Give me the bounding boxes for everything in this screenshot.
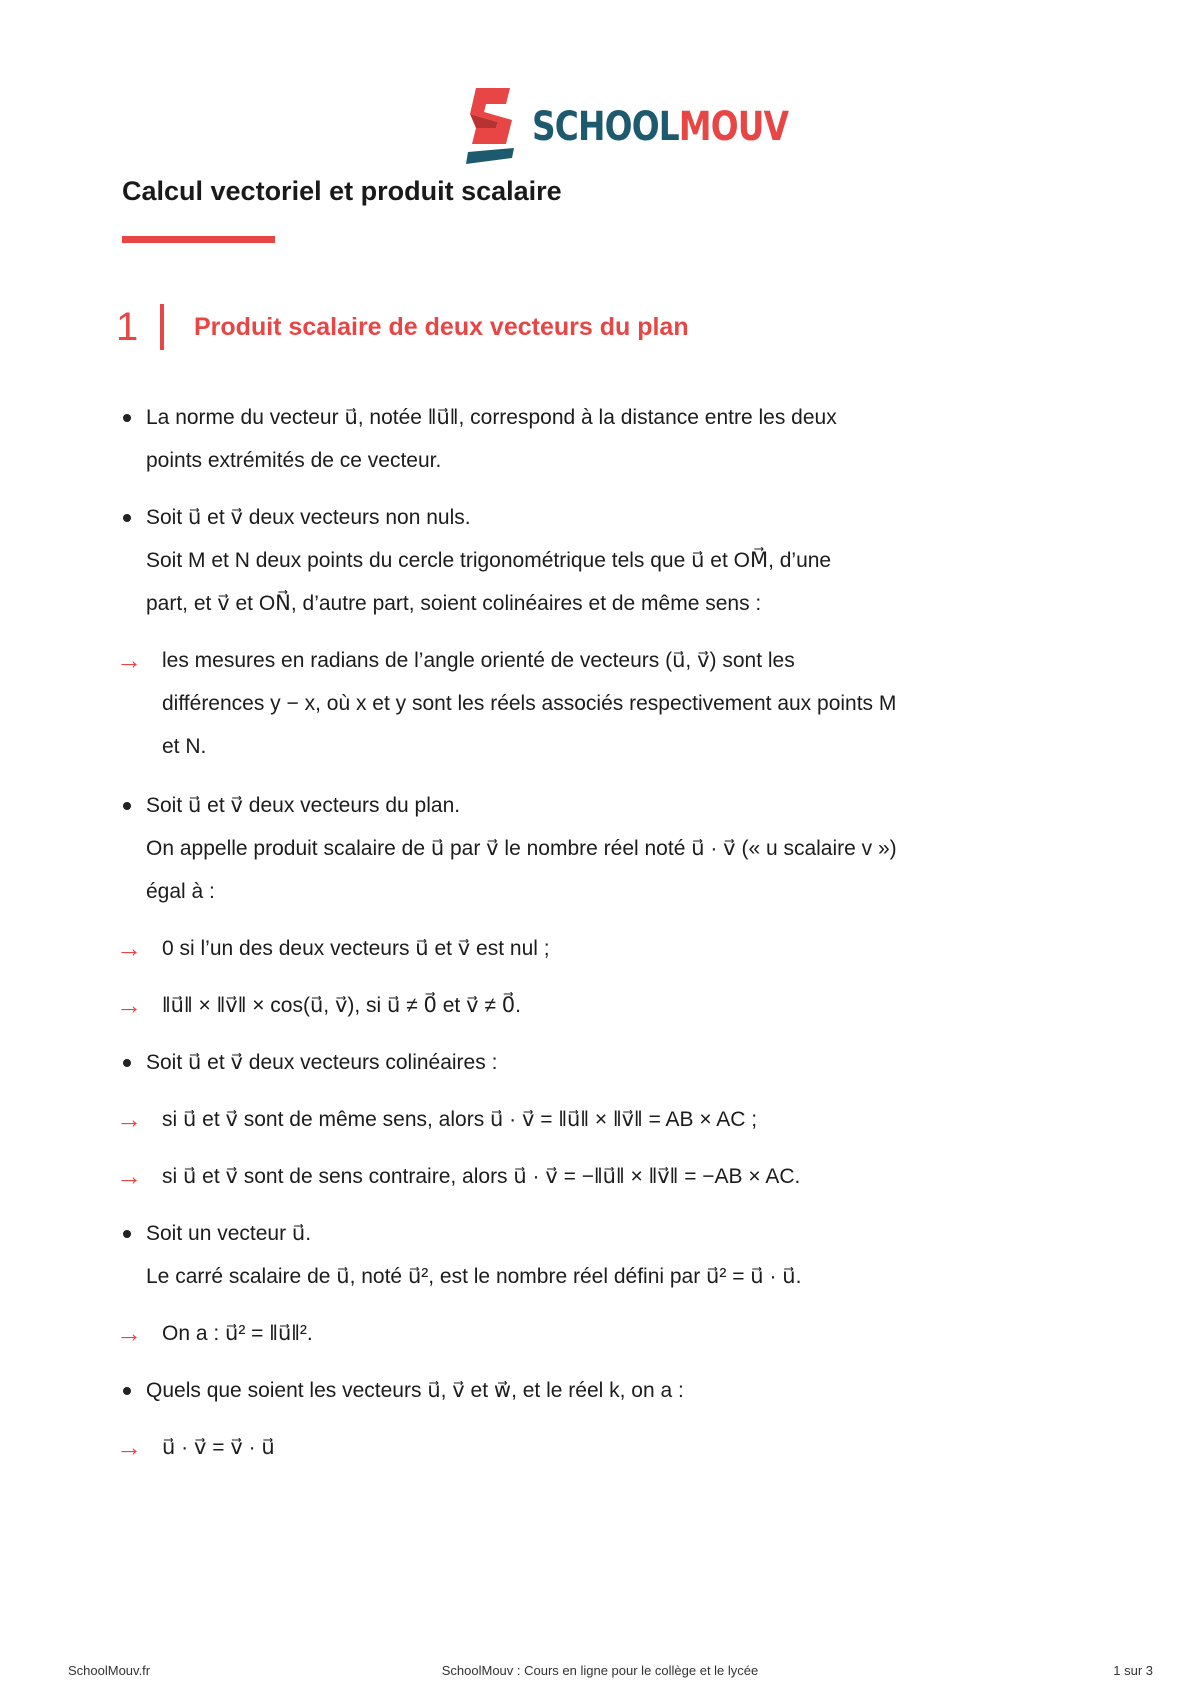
section-number: 1 bbox=[116, 304, 139, 349]
line-text: Soit u⃗ et v⃗ deux vecteurs non nuls. bbox=[146, 506, 471, 529]
line-text: Soit un vecteur u⃗. bbox=[146, 1222, 312, 1245]
schoolmouv-logo bbox=[466, 86, 844, 168]
list-item bbox=[116, 396, 1096, 439]
arrow-item-continuation: différences y − x, où x et y sont les réels associés respectivement aux points M bbox=[162, 692, 897, 715]
bullet-icon bbox=[123, 414, 131, 422]
arrow-item bbox=[116, 1312, 1096, 1355]
page-number: 1 sur 3 bbox=[1113, 1663, 1153, 1678]
bullet-icon bbox=[123, 1230, 131, 1238]
right-arrow-icon: → bbox=[116, 1104, 142, 1134]
arrow-item bbox=[116, 1155, 1096, 1198]
arrow-item-continuation: et N. bbox=[162, 735, 207, 758]
section-divider bbox=[160, 304, 164, 350]
line-text: u⃗ · v⃗ = v⃗ · u⃗ bbox=[162, 1436, 275, 1459]
logo-wordmark bbox=[532, 104, 788, 150]
line-text: On a : u⃗² = ‖u⃗‖². bbox=[162, 1322, 313, 1345]
line-text: Soit u⃗ et v⃗ deux vecteurs colinéaires : bbox=[146, 1051, 498, 1074]
arrow-item bbox=[116, 984, 1096, 1027]
list-item-continuation: Le carré scalaire de u⃗, noté u⃗², est le nombre réel défini par u⃗² = u⃗ · u⃗. bbox=[146, 1265, 802, 1288]
right-arrow-icon: → bbox=[116, 990, 142, 1020]
right-arrow-icon: → bbox=[116, 1161, 142, 1191]
title-underline bbox=[122, 236, 275, 243]
line-text: ‖u⃗‖ × ‖v⃗‖ × cos(u⃗, v⃗), si u⃗ ≠ 0⃗ et v⃗ ≠ 0⃗. bbox=[162, 994, 521, 1017]
line-text: 0 si l’un des deux vecteurs u⃗ et v⃗ est nul ; bbox=[162, 937, 550, 960]
line-text: Quels que soient les vecteurs u⃗, v⃗ et w⃗, et le réel k, on a : bbox=[146, 1379, 684, 1402]
line-text: Soit u⃗ et v⃗ deux vecteurs du plan. bbox=[146, 794, 461, 817]
logo-school: SCHOOL bbox=[532, 104, 679, 150]
arrow-item bbox=[116, 1098, 1096, 1141]
right-arrow-icon: → bbox=[116, 1432, 142, 1462]
bullet-icon bbox=[123, 1387, 131, 1395]
section-heading bbox=[116, 304, 689, 350]
list-item-continuation: On appelle produit scalaire de u⃗ par v⃗ le nombre réel noté u⃗ · v⃗ (« u scalaire v ») bbox=[146, 837, 897, 860]
arrow-item bbox=[116, 927, 1096, 970]
section-title: Produit scalaire de deux vecteurs du plan bbox=[194, 312, 689, 341]
footer-site-link[interactable]: SchoolMouv.fr bbox=[68, 1663, 151, 1678]
arrow-item bbox=[116, 639, 1096, 682]
line-text: si u⃗ et v⃗ sont de même sens, alors u⃗ · v⃗ = ‖u⃗‖ × ‖v⃗‖ = AB × AC ; bbox=[162, 1108, 758, 1131]
schoolmouv-s-icon bbox=[466, 86, 518, 168]
right-arrow-icon: → bbox=[116, 1318, 142, 1348]
list-item bbox=[116, 1369, 1096, 1412]
list-item bbox=[116, 1212, 1096, 1255]
list-item-continuation: part, et v⃗ et ON⃗, d’autre part, soient colinéaires et de même sens : bbox=[146, 592, 762, 615]
footer-tagline: SchoolMouv : Cours en ligne pour le collège et le lycée bbox=[441, 1663, 759, 1678]
list-item-continuation: points extrémités de ce vecteur. bbox=[146, 449, 442, 472]
list-item bbox=[116, 1041, 1096, 1084]
list-item-continuation: égal à : bbox=[146, 880, 215, 903]
bullet-icon bbox=[123, 1059, 131, 1067]
line-text: si u⃗ et v⃗ sont de sens contraire, alors u⃗ · v⃗ = −‖u⃗‖ × ‖v⃗‖ = −AB × AC. bbox=[162, 1165, 801, 1188]
lesson-content bbox=[116, 396, 1096, 1469]
line-text: La norme du vecteur u⃗, notée ‖u⃗‖, correspond à la distance entre les deux bbox=[146, 406, 837, 429]
list-item bbox=[116, 496, 1096, 539]
logo-mouv: MOUV bbox=[678, 104, 789, 150]
right-arrow-icon: → bbox=[116, 933, 142, 963]
bullet-icon bbox=[123, 802, 131, 810]
page-title: Calcul vectoriel et produit scalaire bbox=[122, 176, 562, 206]
right-arrow-icon: → bbox=[116, 645, 142, 675]
arrow-item bbox=[116, 1426, 1096, 1469]
bullet-icon bbox=[123, 514, 131, 522]
list-item-continuation: Soit M et N deux points du cercle trigonométrique tels que u⃗ et OM⃗, d’une bbox=[146, 549, 832, 572]
line-text: les mesures en radians de l’angle orienté de vecteurs (u⃗, v⃗) sont les bbox=[162, 649, 795, 672]
list-item bbox=[116, 784, 1096, 827]
